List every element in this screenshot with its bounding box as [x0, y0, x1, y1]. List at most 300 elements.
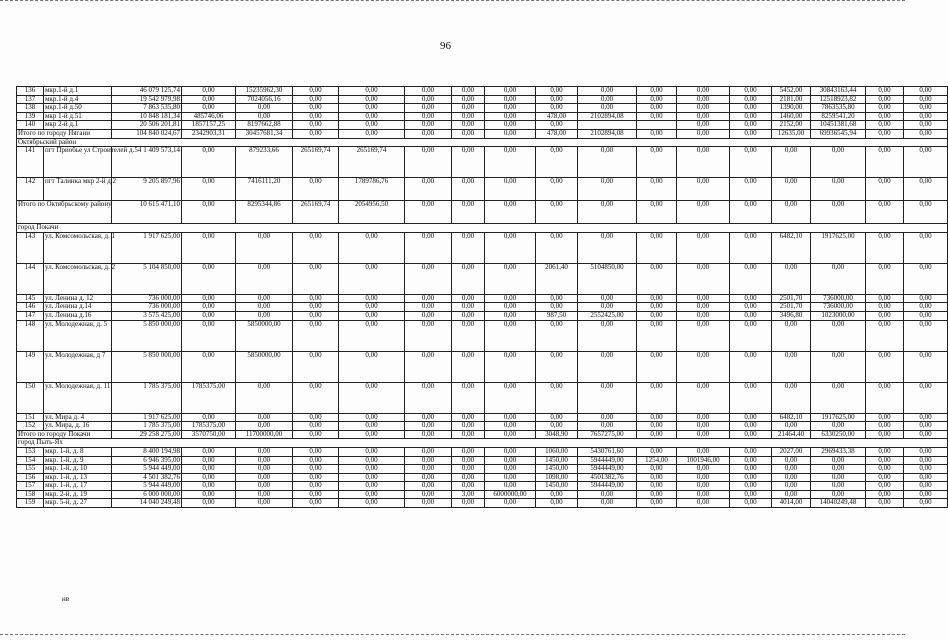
address-cell: ул. Молодежная, д. 11	[44, 382, 112, 413]
value-cell: 0,00	[904, 232, 948, 263]
value-cell: 0,00	[637, 112, 677, 121]
value-cell: 0,00	[293, 95, 339, 104]
row-number: 154	[17, 456, 44, 465]
value-cell: 0,00	[339, 351, 405, 382]
value-cell: 8197662,88	[236, 121, 293, 130]
value-cell: 0,00	[339, 490, 405, 499]
value-cell: 1254,00	[637, 456, 677, 465]
value-cell: 0,00	[293, 447, 339, 456]
value-cell: 0,00	[339, 87, 405, 96]
value-cell: 0,00	[452, 263, 485, 294]
value-cell: 0,00	[866, 473, 904, 482]
value-cell: 0,00	[236, 473, 293, 482]
address-cell: ул. Молодежная, д 7	[44, 351, 112, 382]
value-cell: 0,00	[730, 482, 772, 491]
value-cell: 0,00	[182, 447, 236, 456]
table-body	[17, 87, 948, 508]
value-cell: 0,00	[485, 121, 536, 130]
value-cell: 0,00	[904, 178, 948, 201]
value-cell: 0,00	[637, 351, 677, 382]
value-cell: 5850000,00	[236, 351, 293, 382]
total-cost-cell: 46 079 125,74	[112, 87, 182, 96]
value-cell: 0,00	[452, 422, 485, 431]
total-row	[17, 430, 948, 439]
value-cell: 0,00	[536, 382, 578, 413]
value-cell: 0,00	[405, 263, 452, 294]
value-cell: 0,00	[904, 413, 948, 422]
total-cost-cell: 5 104 850,00	[112, 263, 182, 294]
value-cell: 1785375,00	[182, 422, 236, 431]
total-cell: 0,00	[485, 129, 536, 138]
value-cell: 0,00	[578, 382, 637, 413]
value-cell: 0,00	[730, 456, 772, 465]
value-cell: 0,00	[677, 121, 730, 130]
row-number: 150	[17, 382, 44, 413]
value-cell: 0,00	[182, 320, 236, 351]
value-cell: 0,00	[293, 121, 339, 130]
value-cell: 0,00	[485, 232, 536, 263]
value-cell: 0,00	[293, 422, 339, 431]
address-cell: ул. Молодежная, д. 5	[44, 320, 112, 351]
value-cell: 0,00	[730, 112, 772, 121]
value-cell: 0,00	[904, 382, 948, 413]
total-cell: 21464,40	[772, 430, 811, 439]
value-cell: 0,00	[904, 87, 948, 96]
value-cell: 1789786,76	[339, 178, 405, 201]
total-cost-cell: 5 944 449,00	[112, 482, 182, 491]
total-cell: 30457681,34	[236, 129, 293, 138]
value-cell: 0,00	[677, 294, 730, 303]
value-cell: 0,00	[637, 499, 677, 508]
value-cell: 0,00	[866, 499, 904, 508]
value-cell: 0,00	[452, 320, 485, 351]
value-cell: 4501382,76	[578, 473, 637, 482]
value-cell: 0,00	[339, 95, 405, 104]
value-cell: 0,00	[536, 147, 578, 178]
value-cell: 0,00	[677, 490, 730, 499]
total-cell: 2342903,31	[182, 129, 236, 138]
value-cell: 0,00	[182, 87, 236, 96]
value-cell: 5944449,00	[578, 465, 637, 474]
value-cell: 0,00	[293, 499, 339, 508]
value-cell: 0,00	[405, 87, 452, 96]
value-cell: 0,00	[677, 303, 730, 312]
total-row	[17, 129, 948, 138]
value-cell: 0,00	[866, 95, 904, 104]
value-cell: 0,00	[536, 232, 578, 263]
value-cell: 0,00	[811, 482, 866, 491]
address-cell: мкр.1-й д.4	[44, 95, 112, 104]
value-cell: 0,00	[452, 465, 485, 474]
value-cell: 0,00	[339, 112, 405, 121]
value-cell: 2061,40	[536, 263, 578, 294]
row-number: 155	[17, 465, 44, 474]
value-cell: 0,00	[405, 95, 452, 104]
address-cell: мкр. 1-й, д. 8	[44, 447, 112, 456]
value-cell: 0,00	[904, 147, 948, 178]
value-cell: 0,00	[293, 473, 339, 482]
value-cell: 1450,00	[536, 465, 578, 474]
value-cell: 987,50	[536, 311, 578, 320]
row-number: 156	[17, 473, 44, 482]
value-cell: 0,00	[637, 490, 677, 499]
value-cell: 0,00	[182, 456, 236, 465]
value-cell: 0,00	[536, 320, 578, 351]
value-cell: 0,00	[405, 456, 452, 465]
value-cell: 2552425,00	[578, 311, 637, 320]
value-cell: 0,00	[730, 263, 772, 294]
total-cell: 0,00	[637, 201, 677, 224]
row-number: 157	[17, 482, 44, 491]
value-cell: 0,00	[677, 104, 730, 113]
value-cell: 0,00	[339, 104, 405, 113]
total-cell: 0,00	[405, 129, 452, 138]
value-cell: 0,00	[236, 465, 293, 474]
total-cell: 0,00	[485, 430, 536, 439]
value-cell: 736000,00	[811, 294, 866, 303]
total-cell: 11700000,00	[236, 430, 293, 439]
value-cell: 0,00	[339, 232, 405, 263]
value-cell: 15235962,30	[236, 87, 293, 96]
address-cell: ул. Ленина д.16	[44, 311, 112, 320]
value-cell: 0,00	[339, 482, 405, 491]
table-row	[17, 147, 948, 178]
value-cell: 0,00	[811, 422, 866, 431]
value-cell: 0,00	[236, 382, 293, 413]
total-cell: 69936545,94	[811, 129, 866, 138]
value-cell: 0,00	[811, 456, 866, 465]
total-cell: 0,00	[730, 430, 772, 439]
row-number: 140	[17, 121, 44, 130]
value-cell: 0,00	[485, 422, 536, 431]
value-cell: 0,00	[485, 104, 536, 113]
value-cell: 0,00	[182, 499, 236, 508]
value-cell: 0,00	[866, 320, 904, 351]
row-number: 147	[17, 311, 44, 320]
value-cell: 0,00	[536, 413, 578, 422]
value-cell: 0,00	[677, 311, 730, 320]
address-cell: пгт Приобье ул Строителей д.54	[44, 147, 112, 178]
value-cell: 0,00	[293, 303, 339, 312]
value-cell: 5430761,60	[578, 447, 637, 456]
value-cell: 0,00	[730, 95, 772, 104]
value-cell: 0,00	[236, 413, 293, 422]
value-cell: 0,00	[452, 95, 485, 104]
address-cell: мкр.1-й д.50	[44, 104, 112, 113]
value-cell: 0,00	[866, 351, 904, 382]
value-cell: 0,00	[772, 351, 811, 382]
value-cell: 0,00	[405, 482, 452, 491]
value-cell: 0,00	[182, 465, 236, 474]
address-cell: мкр 1-й д.51	[44, 112, 112, 121]
value-cell: 0,00	[405, 112, 452, 121]
value-cell: 0,00	[637, 413, 677, 422]
value-cell: 0,00	[578, 104, 637, 113]
value-cell: 0,00	[730, 490, 772, 499]
total-cost-cell: 5 944 449,00	[112, 465, 182, 474]
value-cell: 0,00	[772, 320, 811, 351]
value-cell: 0,00	[578, 232, 637, 263]
value-cell: 0,00	[236, 422, 293, 431]
row-number: 142	[17, 178, 44, 201]
value-cell: 0,00	[904, 263, 948, 294]
total-cell: 0,00	[536, 201, 578, 224]
value-cell: 0,00	[904, 104, 948, 113]
value-cell: 0,00	[236, 490, 293, 499]
total-cost-cell: 736 000,00	[112, 294, 182, 303]
value-cell: 0,00	[536, 303, 578, 312]
value-cell: 0,00	[772, 263, 811, 294]
value-cell: 0,00	[293, 482, 339, 491]
value-cell: 0,00	[182, 413, 236, 422]
total-cost-cell: 1 785 375,00	[112, 382, 182, 413]
value-cell: 0,00	[730, 147, 772, 178]
value-cell: 0,00	[485, 147, 536, 178]
value-cell: 0,00	[677, 87, 730, 96]
value-cell: 0,00	[452, 482, 485, 491]
total-cell: 0,00	[904, 129, 948, 138]
value-cell: 0,00	[182, 294, 236, 303]
value-cell: 0,00	[730, 465, 772, 474]
value-cell: 0,00	[405, 232, 452, 263]
value-cell: 0,00	[730, 311, 772, 320]
row-number: 143	[17, 232, 44, 263]
value-cell: 0,00	[677, 178, 730, 201]
table-row	[17, 465, 948, 474]
value-cell: 0,00	[236, 303, 293, 312]
row-number: 136	[17, 87, 44, 96]
value-cell: 0,00	[904, 311, 948, 320]
value-cell: 0,00	[236, 456, 293, 465]
total-cell: 0,00	[730, 129, 772, 138]
row-number: 146	[17, 303, 44, 312]
total-row	[17, 201, 948, 224]
row-number: 138	[17, 104, 44, 113]
value-cell: 0,00	[866, 413, 904, 422]
value-cell: 0,00	[236, 311, 293, 320]
section-label: город Пыть-Ях	[17, 439, 948, 448]
value-cell: 0,00	[536, 422, 578, 431]
value-cell: 0,00	[405, 447, 452, 456]
value-cell: 0,00	[904, 294, 948, 303]
value-cell: 0,00	[637, 422, 677, 431]
value-cell: 0,00	[452, 456, 485, 465]
total-cost-cell: 20 506 201,81	[112, 121, 182, 130]
value-cell: 5850000,00	[236, 320, 293, 351]
row-number: 139	[17, 112, 44, 121]
value-cell: 1060,00	[536, 447, 578, 456]
value-cell: 0,00	[637, 294, 677, 303]
value-cell: 2102894,08	[578, 112, 637, 121]
value-cell: 0,00	[339, 473, 405, 482]
value-cell: 0,00	[293, 104, 339, 113]
value-cell: 12518923,82	[811, 95, 866, 104]
table-row	[17, 351, 948, 382]
value-cell: 0,00	[452, 121, 485, 130]
value-cell: 0,00	[772, 465, 811, 474]
value-cell: 0,00	[236, 447, 293, 456]
value-cell: 0,00	[485, 482, 536, 491]
value-cell: 0,00	[730, 121, 772, 130]
value-cell: 0,00	[637, 178, 677, 201]
total-cell: 0,00	[405, 201, 452, 224]
value-cell: 0,00	[811, 178, 866, 201]
value-cell: 0,00	[293, 232, 339, 263]
value-cell: 0,00	[730, 447, 772, 456]
value-cell: 0,00	[236, 263, 293, 294]
value-cell: 0,00	[536, 121, 578, 130]
value-cell: 0,00	[536, 294, 578, 303]
value-cell: 0,00	[730, 422, 772, 431]
value-cell: 0,00	[904, 95, 948, 104]
value-cell: 2501,70	[772, 294, 811, 303]
total-cell: 7657275,00	[578, 430, 637, 439]
value-cell: 0,00	[677, 351, 730, 382]
value-cell: 0,00	[866, 104, 904, 113]
total-cell: 0,00	[405, 430, 452, 439]
value-cell: 0,00	[866, 482, 904, 491]
total-cost-cell: 6 946 395,00	[112, 456, 182, 465]
value-cell: 0,00	[866, 232, 904, 263]
value-cell: 0,00	[904, 422, 948, 431]
value-cell: 0,00	[339, 465, 405, 474]
address-cell: ул. Ленина д. 12	[44, 294, 112, 303]
value-cell: 0,00	[536, 95, 578, 104]
value-cell: 0,00	[637, 382, 677, 413]
value-cell: 0,00	[405, 178, 452, 201]
value-cell: 7416111,20	[236, 178, 293, 201]
total-cell: 0,00	[677, 129, 730, 138]
value-cell: 0,00	[236, 482, 293, 491]
value-cell: 0,00	[772, 178, 811, 201]
value-cell: 0,00	[866, 121, 904, 130]
table-row	[17, 499, 948, 508]
value-cell: 0,00	[293, 490, 339, 499]
table-row	[17, 447, 948, 456]
value-cell: 0,00	[485, 294, 536, 303]
total-cell: 3570750,00	[182, 430, 236, 439]
total-cost-cell: 736 000,00	[112, 303, 182, 312]
table-row	[17, 178, 948, 201]
value-cell: 0,00	[485, 456, 536, 465]
value-cell: 0,00	[405, 473, 452, 482]
value-cell: 0,00	[637, 311, 677, 320]
value-cell: 0,00	[536, 104, 578, 113]
value-cell: 0,00	[866, 147, 904, 178]
row-number: 151	[17, 413, 44, 422]
value-cell: 0,00	[339, 303, 405, 312]
value-cell: 0,00	[866, 456, 904, 465]
value-cell: 0,00	[452, 382, 485, 413]
total-cell: 0,00	[677, 201, 730, 224]
total-cell: 0,00	[677, 430, 730, 439]
value-cell: 0,00	[405, 104, 452, 113]
value-cell: 0,00	[182, 104, 236, 113]
total-cost-cell: 6 000 000,00	[112, 490, 182, 499]
value-cell: 0,00	[677, 95, 730, 104]
value-cell: 0,00	[452, 147, 485, 178]
value-cell: 0,00	[182, 95, 236, 104]
value-cell: 0,00	[811, 320, 866, 351]
value-cell: 0,00	[904, 447, 948, 456]
value-cell: 0,00	[578, 490, 637, 499]
value-cell: 0,00	[293, 294, 339, 303]
row-number: 148	[17, 320, 44, 351]
value-cell: 0,00	[485, 303, 536, 312]
total-cell: 104 840 024,67	[112, 129, 182, 138]
total-cell: 0,00	[866, 430, 904, 439]
total-cost-cell: 1 785 375,00	[112, 422, 182, 431]
value-cell: 0,00	[236, 294, 293, 303]
value-cell: 1450,00	[536, 456, 578, 465]
value-cell: 0,00	[677, 499, 730, 508]
value-cell: 0,00	[811, 473, 866, 482]
value-cell: 0,00	[578, 294, 637, 303]
total-cell: 0,00	[182, 201, 236, 224]
total-cell: 265169,74	[293, 201, 339, 224]
value-cell: 0,00	[866, 422, 904, 431]
total-cell: 2054956,50	[339, 201, 405, 224]
value-cell: 1390,00	[772, 104, 811, 113]
value-cell: 0,00	[730, 178, 772, 201]
value-cell: 0,00	[578, 178, 637, 201]
total-cost-cell: 4 501 382,76	[112, 473, 182, 482]
address-cell: ул. Комсомольская, д. 1	[44, 232, 112, 263]
value-cell: 0,00	[182, 178, 236, 201]
value-cell: 0,00	[772, 473, 811, 482]
value-cell: 0,00	[339, 263, 405, 294]
value-cell: 0,00	[637, 87, 677, 96]
total-cell: 0,00	[452, 430, 485, 439]
value-cell: 0,00	[578, 303, 637, 312]
value-cell: 0,00	[339, 294, 405, 303]
total-cell: 29 258 275,00	[112, 430, 182, 439]
value-cell: 0,00	[772, 147, 811, 178]
value-cell: 0,00	[578, 95, 637, 104]
value-cell: 0,00	[811, 263, 866, 294]
address-cell: мкр. 2-й, д. 19	[44, 490, 112, 499]
value-cell: 0,00	[730, 473, 772, 482]
value-cell: 0,00	[730, 382, 772, 413]
value-cell: 0,00	[730, 87, 772, 96]
total-cell: 12635,00	[772, 129, 811, 138]
value-cell: 0,00	[904, 121, 948, 130]
value-cell: 0,00	[730, 303, 772, 312]
value-cell: 1917625,00	[811, 413, 866, 422]
value-cell: 0,00	[866, 294, 904, 303]
value-cell: 0,00	[452, 294, 485, 303]
footnote: нв	[62, 595, 70, 603]
section-label: город Покачи	[17, 224, 948, 233]
value-cell: 0,00	[293, 87, 339, 96]
value-cell: 0,00	[811, 490, 866, 499]
value-cell: 3,00	[452, 490, 485, 499]
value-cell: 0,00	[866, 263, 904, 294]
total-cost-cell: 1 917 625,00	[112, 413, 182, 422]
value-cell: 0,00	[772, 382, 811, 413]
total-cost-cell: 5 850 000,00	[112, 320, 182, 351]
value-cell: 6482,10	[772, 232, 811, 263]
value-cell: 0,00	[293, 112, 339, 121]
value-cell: 1917625,00	[811, 232, 866, 263]
value-cell: 879233,66	[236, 147, 293, 178]
value-cell: 1001946,00	[677, 456, 730, 465]
value-cell: 0,00	[578, 413, 637, 422]
value-cell: 0,00	[730, 413, 772, 422]
value-cell: 0,00	[182, 147, 236, 178]
value-cell: 265169,74	[293, 147, 339, 178]
value-cell: 0,00	[293, 465, 339, 474]
